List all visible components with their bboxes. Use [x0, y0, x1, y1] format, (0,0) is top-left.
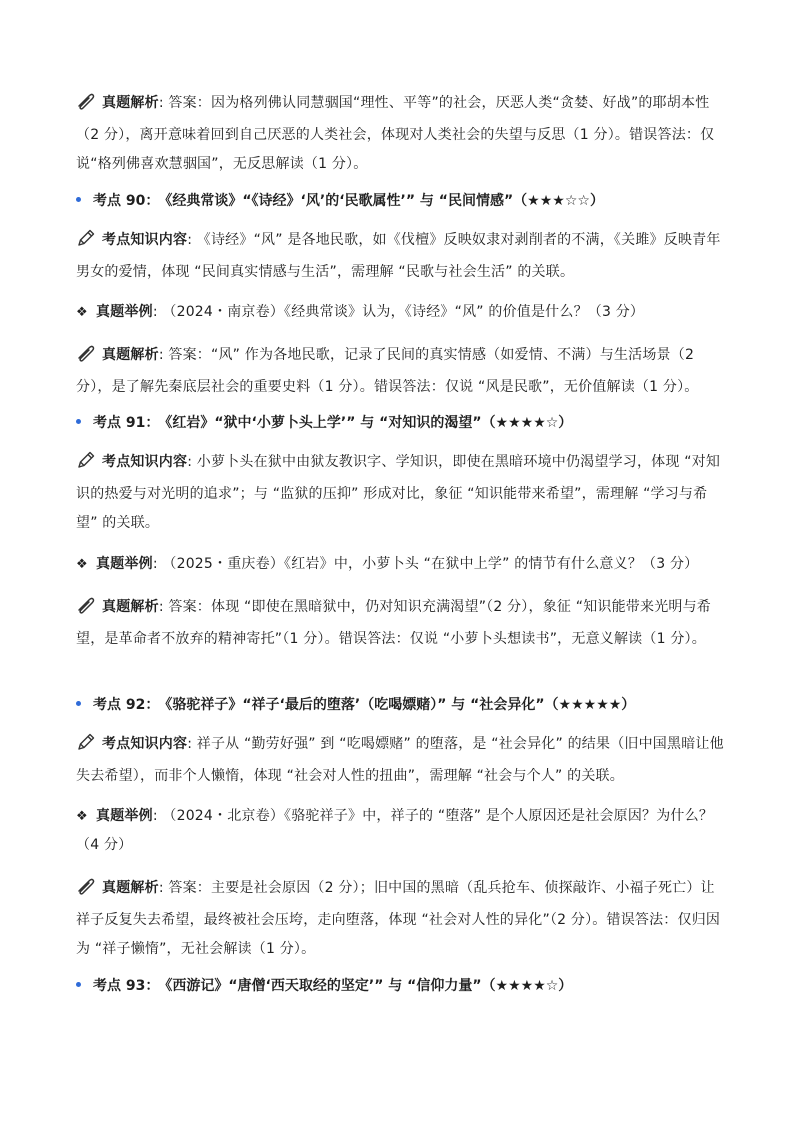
kp-number: 考点 91： — [93, 415, 160, 431]
example-label: 真题举例 — [96, 556, 153, 572]
label-colon: : — [158, 599, 164, 615]
example-label: 真题举例 — [96, 808, 153, 824]
analysis-label: 真题解析 — [102, 347, 159, 363]
analysis-text: 答案：“风” 作为各地民歌，记录了民间的真实情感（如爱情、不满）与生活场景（2 分），是了解先秦底层社会的重要史料（1 分）。错误答法：仅说 “风是民歌”，无价值解读（1 分）。 — [76, 347, 699, 395]
pencil-icon — [76, 733, 96, 762]
paperclip-icon — [76, 877, 96, 906]
kp-number: 考点 90： — [93, 193, 160, 209]
knowledge-label: 考点知识内容 — [102, 454, 188, 470]
kp-number: 考点 92： — [93, 697, 160, 713]
label-colon: : — [152, 808, 158, 824]
label-colon: : — [158, 347, 164, 363]
label-colon: : — [152, 556, 158, 572]
analysis-paragraph — [76, 341, 728, 402]
analysis-label: 真题解析 — [102, 95, 159, 111]
analysis-text: 答案：主要是社会原因（2 分）；旧中国的黑暗（乱兵抢车、侦探敲诈、小福子死亡）让祥子反复失去希望，最终被社会压垮，走向堕落，体现 “社会对人性的异化”（2 分）。错误答法：仅归因为 “祥子懒惰”，无社会解读（1 分）。 — [76, 880, 721, 957]
label-colon: : — [187, 736, 193, 752]
kp-title: 《骆驼祥子》“祥子‘最后的堕落’（吃喝嫖赌）” 与 “社会异化”（★★★★★） — [165, 697, 636, 713]
section-heading — [76, 695, 776, 715]
paperclip-icon — [76, 596, 96, 625]
bullet-icon — [76, 197, 81, 202]
kp-title: 《红岩》“狱中‘小萝卜头上学’” 与 “对知识的渴望”（★★★★☆） — [165, 415, 573, 431]
pencil-icon — [76, 451, 96, 480]
kp-title: 《经典常谈》“《诗经》‘风’的‘民歌属性’” 与 “民间情感”（★★★☆☆） — [165, 193, 604, 209]
bullet-icon — [76, 982, 81, 987]
analysis-label: 真题解析 — [102, 599, 159, 615]
example-label: 真题举例 — [96, 304, 153, 320]
label-colon: : — [152, 304, 158, 320]
four-diamond-icon: ❖ — [76, 557, 88, 572]
bullet-icon — [76, 701, 81, 706]
section-heading — [76, 976, 776, 996]
knowledge-text: 《诗经》“风” 是各地民歌，如《伐檀》反映奴隶对剥削者的不满，《关雎》反映青年男女的爱情，体现 “民间真实情感与生活”，需理解 “民歌与社会生活” 的关联。 — [76, 232, 721, 280]
section-heading — [76, 191, 776, 211]
knowledge-label: 考点知识内容 — [102, 736, 188, 752]
example-text: （2024・北京卷）《骆驼祥子》中，祥子的 “堕落” 是个人原因还是社会原因？为什么？（4 分） — [76, 808, 714, 853]
four-diamond-icon: ❖ — [76, 305, 88, 320]
label-colon: : — [158, 880, 164, 896]
knowledge-paragraph — [76, 730, 728, 791]
analysis-text: 答案：体现 “即使在黑暗狱中，仍对知识充满渴望”（2 分），象征 “知识能带来光明与希望，是革命者不放弃的精神寄托”（1 分）。错误答法：仅说 “小萝卜头想读书”，无意义解读（1 分）。 — [76, 599, 712, 647]
example-paragraph — [76, 802, 728, 860]
label-colon: : — [187, 454, 193, 470]
label-colon: : — [187, 232, 193, 248]
paperclip-icon — [76, 344, 96, 373]
analysis-paragraph — [76, 593, 728, 654]
label-colon: : — [158, 95, 164, 111]
kp-number: 考点 93： — [93, 978, 160, 994]
analysis-label: 真题解析 — [102, 880, 159, 896]
example-text: （2025・重庆卷）《红岩》中，小萝卜头 “在狱中上学” 的情节有什么意义？（3 分） — [162, 556, 699, 572]
example-text: （2024・南京卷）《经典常谈》认为，《诗经》“风” 的价值是什么？（3 分） — [162, 304, 645, 320]
kp-title: 《西游记》“唐僧‘西天取经的坚定’” 与 “信仰力量”（★★★★☆） — [165, 978, 573, 994]
knowledge-text: 小萝卜头在狱中由狱友教识字、学知识，即使在黑暗环境中仍渴望学习，体现 “对知识的热爱与对光明的追求”；与 “监狱的压抑” 形成对比，象征 “知识能带来希望”，需理解 “学习与希望” 的关联。 — [76, 454, 721, 531]
analysis-paragraph — [76, 874, 728, 964]
analysis-text: 答案：因为格列佛认同慧骃国“理性、平等”的社会，厌恶人类“贪婪、好战”的耶胡本性（2 分），离开意味着回到自己厌恶的人类社会，体现对人类社会的失望与反思（1 分）。错误答法：仅说“格列佛喜欢慧骃国”，无反思解读（1 分）。 — [76, 95, 715, 172]
example-paragraph — [76, 550, 728, 579]
section-heading — [76, 413, 776, 433]
knowledge-paragraph — [76, 448, 728, 538]
knowledge-label: 考点知识内容 — [102, 232, 188, 248]
pencil-icon — [76, 229, 96, 258]
four-diamond-icon: ❖ — [76, 809, 88, 824]
paperclip-icon — [76, 92, 96, 121]
bullet-icon — [76, 419, 81, 424]
example-paragraph — [76, 298, 728, 327]
analysis-paragraph — [76, 89, 728, 179]
knowledge-text: 祥子从 “勤劳好强” 到 “吃喝嫖赌” 的堕落，是 “社会异化” 的结果（旧中国黑暗让他失去希望），而非个人懒惰，体现 “社会对人性的扭曲”，需理解 “社会与个人” 的关联。 — [76, 736, 724, 784]
knowledge-paragraph — [76, 226, 728, 287]
